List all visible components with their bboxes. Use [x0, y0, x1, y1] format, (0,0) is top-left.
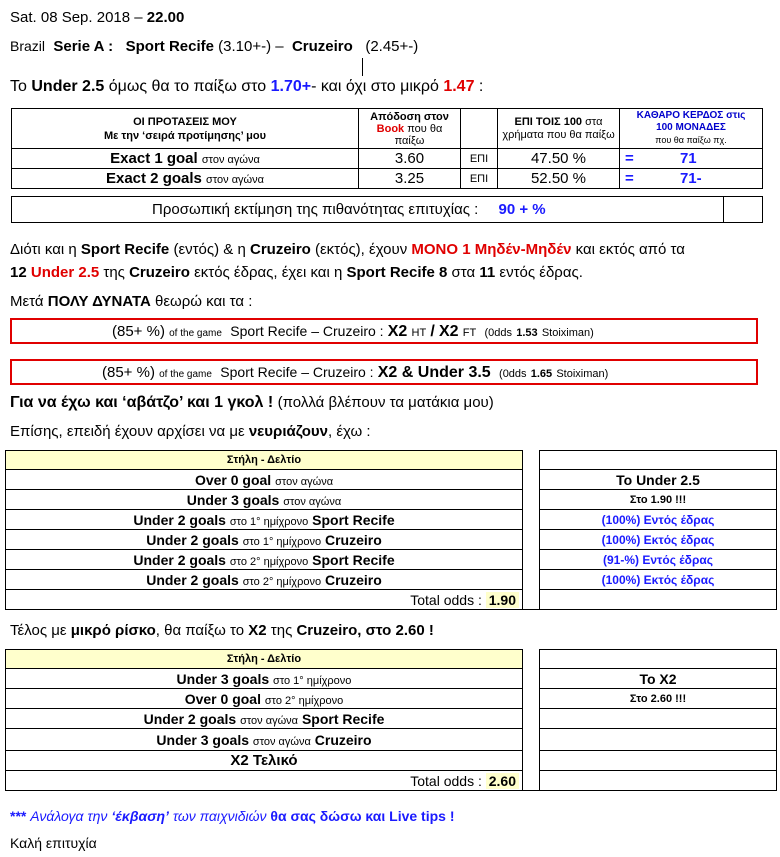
avatzo-line: Για να έχω και ‘αβάτζο’ και 1 γκολ ! (πολλά βλέπουν τα ματάκια μου): [10, 394, 494, 411]
home-odds: (3.10+-): [218, 38, 272, 55]
strong-line: Μετά ΠΟΛΥ ΔΥΝΑΤΑ θεωρώ και τα :: [10, 293, 253, 310]
pick-box-x2-under: (85+ %) of the game Sport Recife – Cruzeiro : X2 & Under 3.5 (0dds 1.65 Stoiximan): [10, 359, 758, 385]
slip-row: Under 2 goals στο 2° ημίχρονο Cruzeiro (100%) Εκτός έδρας: [6, 570, 777, 590]
match-date: Sat. 08 Sep. 2018: [10, 9, 131, 26]
slip-row: Under 2 goals στον αγώνα Sport Recife: [6, 709, 777, 729]
slip-row: Over 0 goal στο 2° ημίχρονο Στο 2.60 !!!: [6, 689, 777, 709]
nerves-line: Επίσης, επειδή έχουν αρχίσει να με νευριάζουν, έχω :: [10, 423, 371, 440]
pick-box-ht-ft: (85+ %) of the game Sport Recife – Cruzeiro : X2 HT / X2 FT (0dds 1.53 Stoiximan): [10, 318, 758, 344]
estimate-value: 90 + %: [498, 201, 546, 218]
slip-row: Under 2 goals στο 1° ημίχρονο Sport Recife (100%) Εντός έδρας: [6, 510, 777, 530]
total-odds: 1.90: [486, 592, 519, 608]
match-time: 22.00: [146, 9, 185, 26]
intro-line: Το Under 2.5 όμως θα το παίξω στο 1.70+- και όχι στο μικρό 1.47 :: [10, 78, 484, 95]
slip-header: Στήλη - Δελτίο: [6, 451, 523, 470]
bet-slip-2: [5, 649, 777, 791]
match-header: Brazil Serie A : Sport Recife (3.10+-) – Cruzeiro (2.45+-): [10, 38, 419, 55]
proposals-table: [11, 108, 763, 189]
col-profit: ΚΑΘΑΡΟ ΚΕΡΔΟΣ στις 100 ΜΟΝΑΔΕΣ που θα παίξω πχ.: [620, 109, 763, 149]
col-proposals: ΟΙ ΠΡΟΤΑΣΕΙΣ ΜΟΥ Με την ‘σειρά προτίμησης’ μου: [12, 109, 359, 149]
col-odds: Απόδοση στον Book που θα παίξω: [359, 109, 461, 149]
estimate-box: Προσωπική εκτίμηση της πιθανότητας επιτυχίας : 90 + %: [11, 196, 763, 223]
slip-total-row: Total odds : 1.90: [6, 590, 777, 610]
slip-row: Under 3 goals στον αγώνα Cruzeiro: [6, 729, 777, 751]
live-tips-line: *** Ανάλογα την ‘έκβαση’ των παιχνιδιών θα σας δώσω και Live tips !: [10, 808, 455, 824]
proposals-header-row: [12, 109, 763, 149]
slip-total-row: Total odds : 2.60: [6, 771, 777, 791]
total-odds: 2.60: [486, 773, 519, 789]
away-odds: (2.45+-): [365, 38, 419, 55]
final-line: Τέλος με μικρό ρίσκο, θα παίξω το X2 της Cruzeiro, στο 2.60 !: [10, 622, 434, 639]
bet-slip-1: [5, 450, 777, 610]
reason-paragraph: Διότι και η Sport Recife (εντός) & η Cruzeiro (εκτός), έχουν ΜΟΝΟ 1 Μηδέν-Μηδέν και εκτός από τα 12 Under 2.5 της Cruzeiro εκτός έδρας, έχει και η Sport Recife 8 στα 11 εντός έδρας.: [10, 241, 685, 281]
slip-row: Under 3 goals στο 1° ημίχρονο Το X2: [6, 669, 777, 689]
slip-row: X2 Τελικό: [6, 751, 777, 771]
proposal-row: Exact 1 goal στον αγώνα 3.60 ΕΠΙ 47.50 % = 71: [12, 149, 763, 169]
match-datetime: Sat. 08 Sep. 2018 – 22.00: [10, 9, 185, 26]
good-luck: Καλή επιτυχία: [10, 835, 97, 851]
slip-row: Over 0 goal στον αγώνα Το Under 2.5: [6, 470, 777, 490]
slip-header: Στήλη - Δελτίο: [6, 650, 523, 669]
col-percent: ΕΠΙ ΤΟΙΣ 100 στα χρήματα που θα παίξω: [498, 109, 620, 149]
home-team: Sport Recife: [125, 38, 214, 55]
league: Serie A :: [53, 38, 114, 55]
divider: [362, 58, 363, 76]
slip-row: Under 3 goals στον αγώνα Στο 1.90 !!!: [6, 490, 777, 510]
proposal-row: Exact 2 goals στον αγώνα 3.25 ΕΠΙ 52.50 % = 71-: [12, 169, 763, 189]
slip-row: Under 2 goals στο 2° ημίχρονο Sport Recife (91-%) Εντός έδρας: [6, 550, 777, 570]
slip-row: Under 2 goals στο 1° ημίχρονο Cruzeiro (100%) Εκτός έδρας: [6, 530, 777, 550]
away-team: Cruzeiro: [291, 38, 353, 55]
